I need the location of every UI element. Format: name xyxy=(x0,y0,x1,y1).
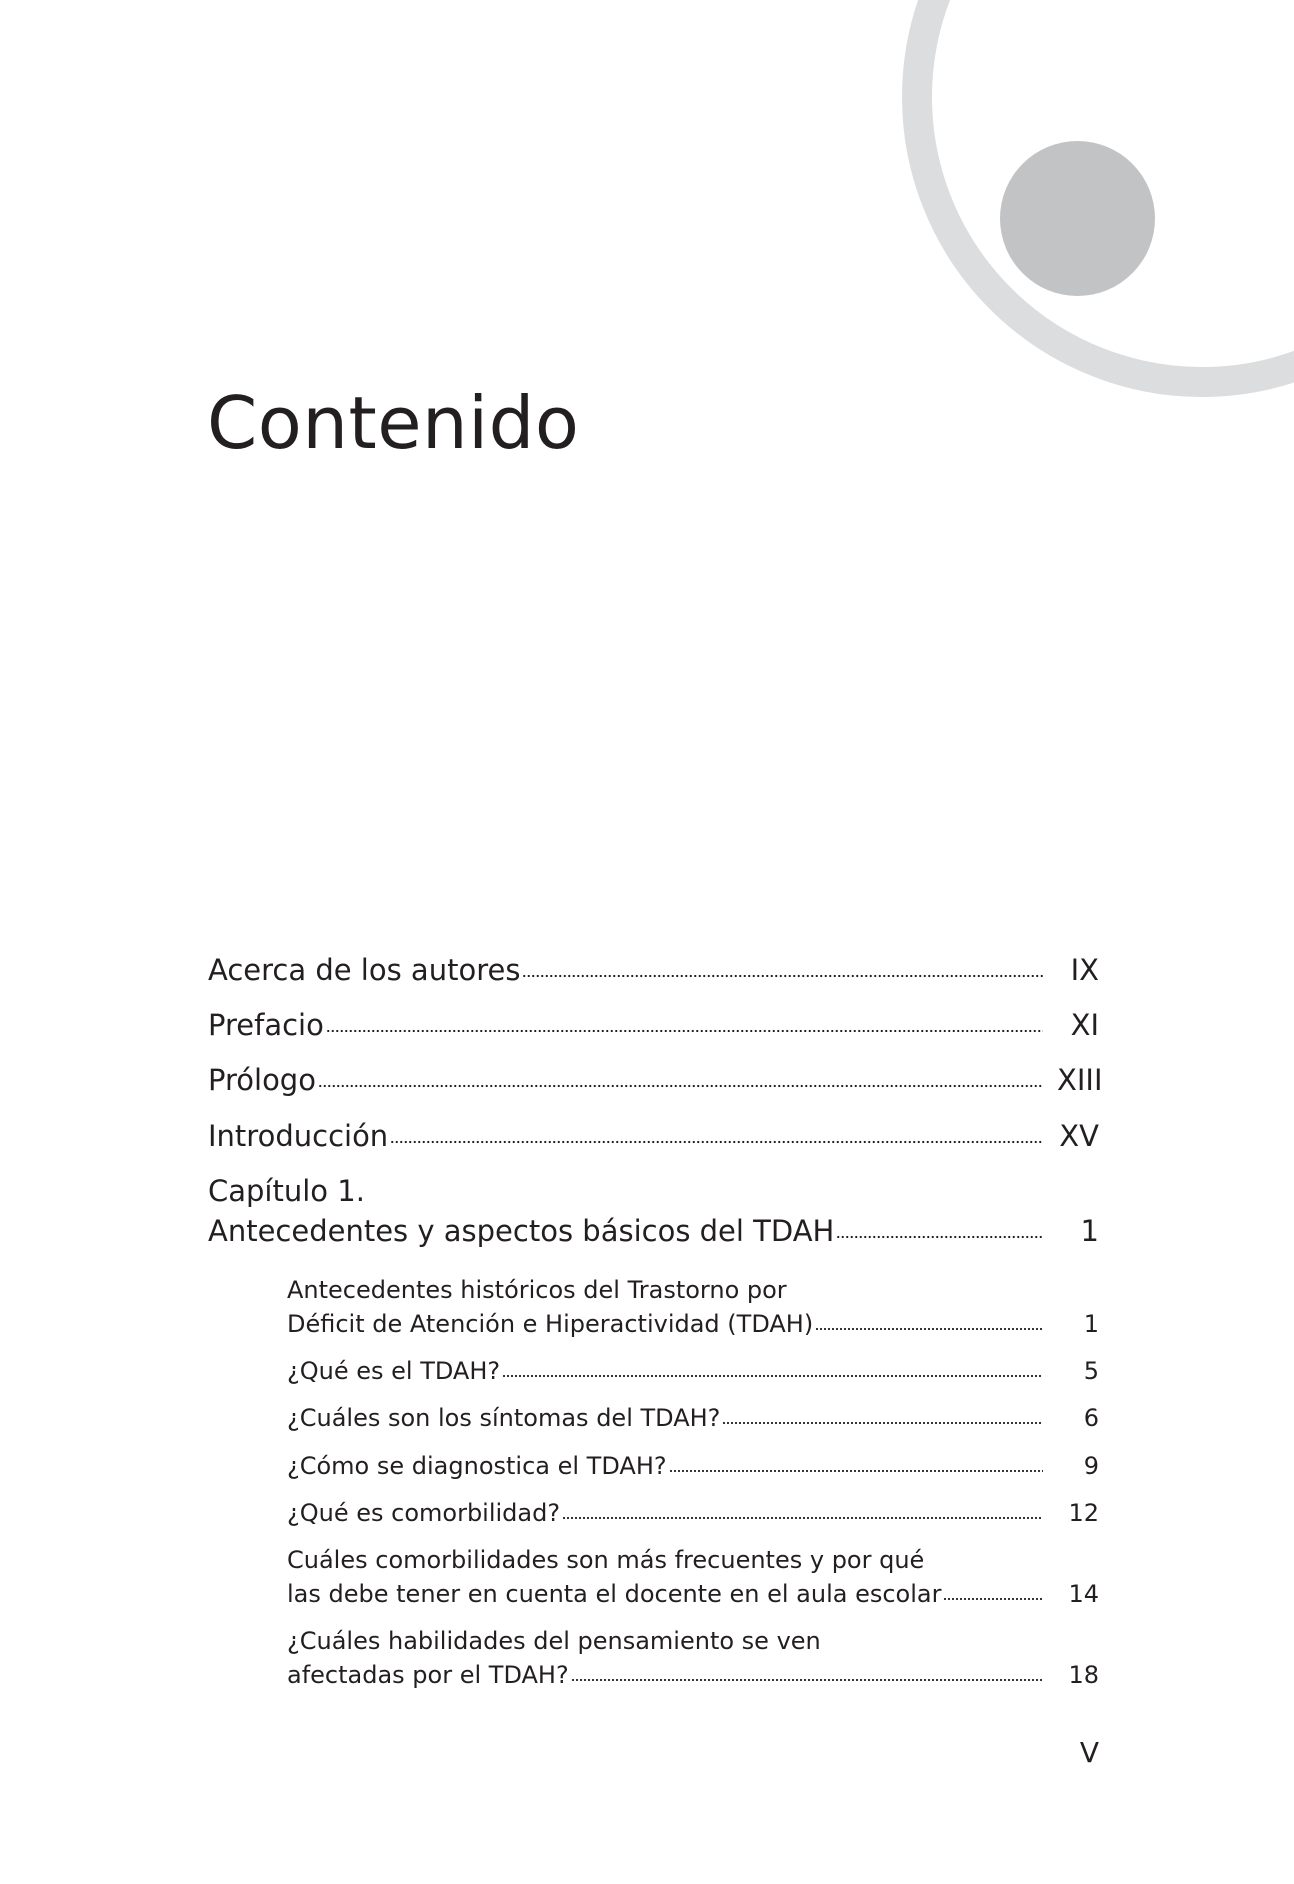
page-title: Contenido xyxy=(207,381,580,465)
toc-entry-page: 1 xyxy=(1080,1214,1099,1248)
toc-entry-page: XIII xyxy=(1057,1063,1103,1097)
dot-leader xyxy=(815,1327,1043,1332)
toc-subentry-que-es[interactable] xyxy=(287,1354,1099,1388)
dot-leader xyxy=(390,1140,1043,1146)
toc-entry-page: XV xyxy=(1059,1119,1099,1153)
toc-entry-introduccion[interactable] xyxy=(208,1116,1099,1156)
dot-leader xyxy=(669,1469,1043,1474)
dot-leader xyxy=(562,1516,1043,1521)
toc-subentry-habilidades[interactable] xyxy=(287,1624,1099,1692)
dot-leader xyxy=(722,1421,1043,1426)
page-number: V xyxy=(1079,1736,1099,1769)
chapter-label: Capítulo 1. xyxy=(208,1174,365,1208)
toc-entry-page: 18 xyxy=(1068,1661,1099,1689)
toc-entry-page: 5 xyxy=(1083,1357,1099,1385)
dot-leader xyxy=(571,1678,1043,1683)
toc-entry-title-line2: Déficit de Atención e Hiperactividad (TDAH) xyxy=(287,1310,814,1338)
toc-entry-page: 12 xyxy=(1068,1499,1099,1527)
toc-subentry-antecedentes[interactable] xyxy=(287,1273,1099,1341)
toc-entry-page: 14 xyxy=(1068,1580,1099,1608)
toc-entry-title: Prefacio xyxy=(208,1008,324,1042)
toc-entry-page: XI xyxy=(1070,1008,1099,1042)
toc-subentry-comorbilidades[interactable] xyxy=(287,1543,1099,1611)
toc-entry-title-line1: Cuáles comorbilidades son más frecuentes y por qué xyxy=(287,1546,925,1574)
toc-subentry-comorbilidad[interactable] xyxy=(287,1496,1099,1530)
dot-leader xyxy=(326,1029,1043,1035)
toc-entry-title-line2: las debe tener en cuenta el docente en el aula escolar xyxy=(287,1580,942,1608)
toc-entry-page: IX xyxy=(1070,953,1099,987)
toc-subentry-sintomas[interactable] xyxy=(287,1401,1099,1435)
toc-entry-title: Antecedentes y aspectos básicos del TDAH xyxy=(208,1214,835,1248)
toc-entry-title: Prólogo xyxy=(208,1063,316,1097)
toc-entry-page: 1 xyxy=(1083,1310,1099,1338)
toc-entry-title-line2: afectadas por el TDAH? xyxy=(287,1661,569,1689)
toc-entry-title: ¿Qué es el TDAH? xyxy=(287,1357,501,1385)
dot-leader xyxy=(943,1597,1043,1602)
toc-entry-title-line1: Antecedentes históricos del Trastorno por xyxy=(287,1276,787,1304)
toc-entry-title: ¿Cómo se diagnostica el TDAH? xyxy=(287,1452,667,1480)
toc-entry-title: ¿Qué es comorbilidad? xyxy=(287,1499,561,1527)
toc-subentry-diagnostico[interactable] xyxy=(287,1449,1099,1483)
dot-leader xyxy=(502,1374,1043,1379)
toc-entry-prefacio[interactable] xyxy=(208,1005,1099,1045)
toc-entry-acerca[interactable] xyxy=(208,950,1099,990)
toc-entry-title-line1: ¿Cuáles habilidades del pensamiento se ven xyxy=(287,1627,821,1655)
dot-leader xyxy=(318,1084,1043,1090)
toc-entry-page: 6 xyxy=(1083,1404,1099,1432)
toc-entry-page: 9 xyxy=(1083,1452,1099,1480)
toc-entry-title: ¿Cuáles son los síntomas del TDAH? xyxy=(287,1404,721,1432)
dot-leader xyxy=(522,974,1043,980)
toc-entry-prologo[interactable] xyxy=(208,1060,1103,1100)
dot-leader xyxy=(836,1235,1043,1241)
toc-entry-title: Acerca de los autores xyxy=(208,953,521,987)
toc-entry-capitulo-1[interactable] xyxy=(208,1171,1099,1251)
toc-entry-title: Introducción xyxy=(208,1119,389,1153)
